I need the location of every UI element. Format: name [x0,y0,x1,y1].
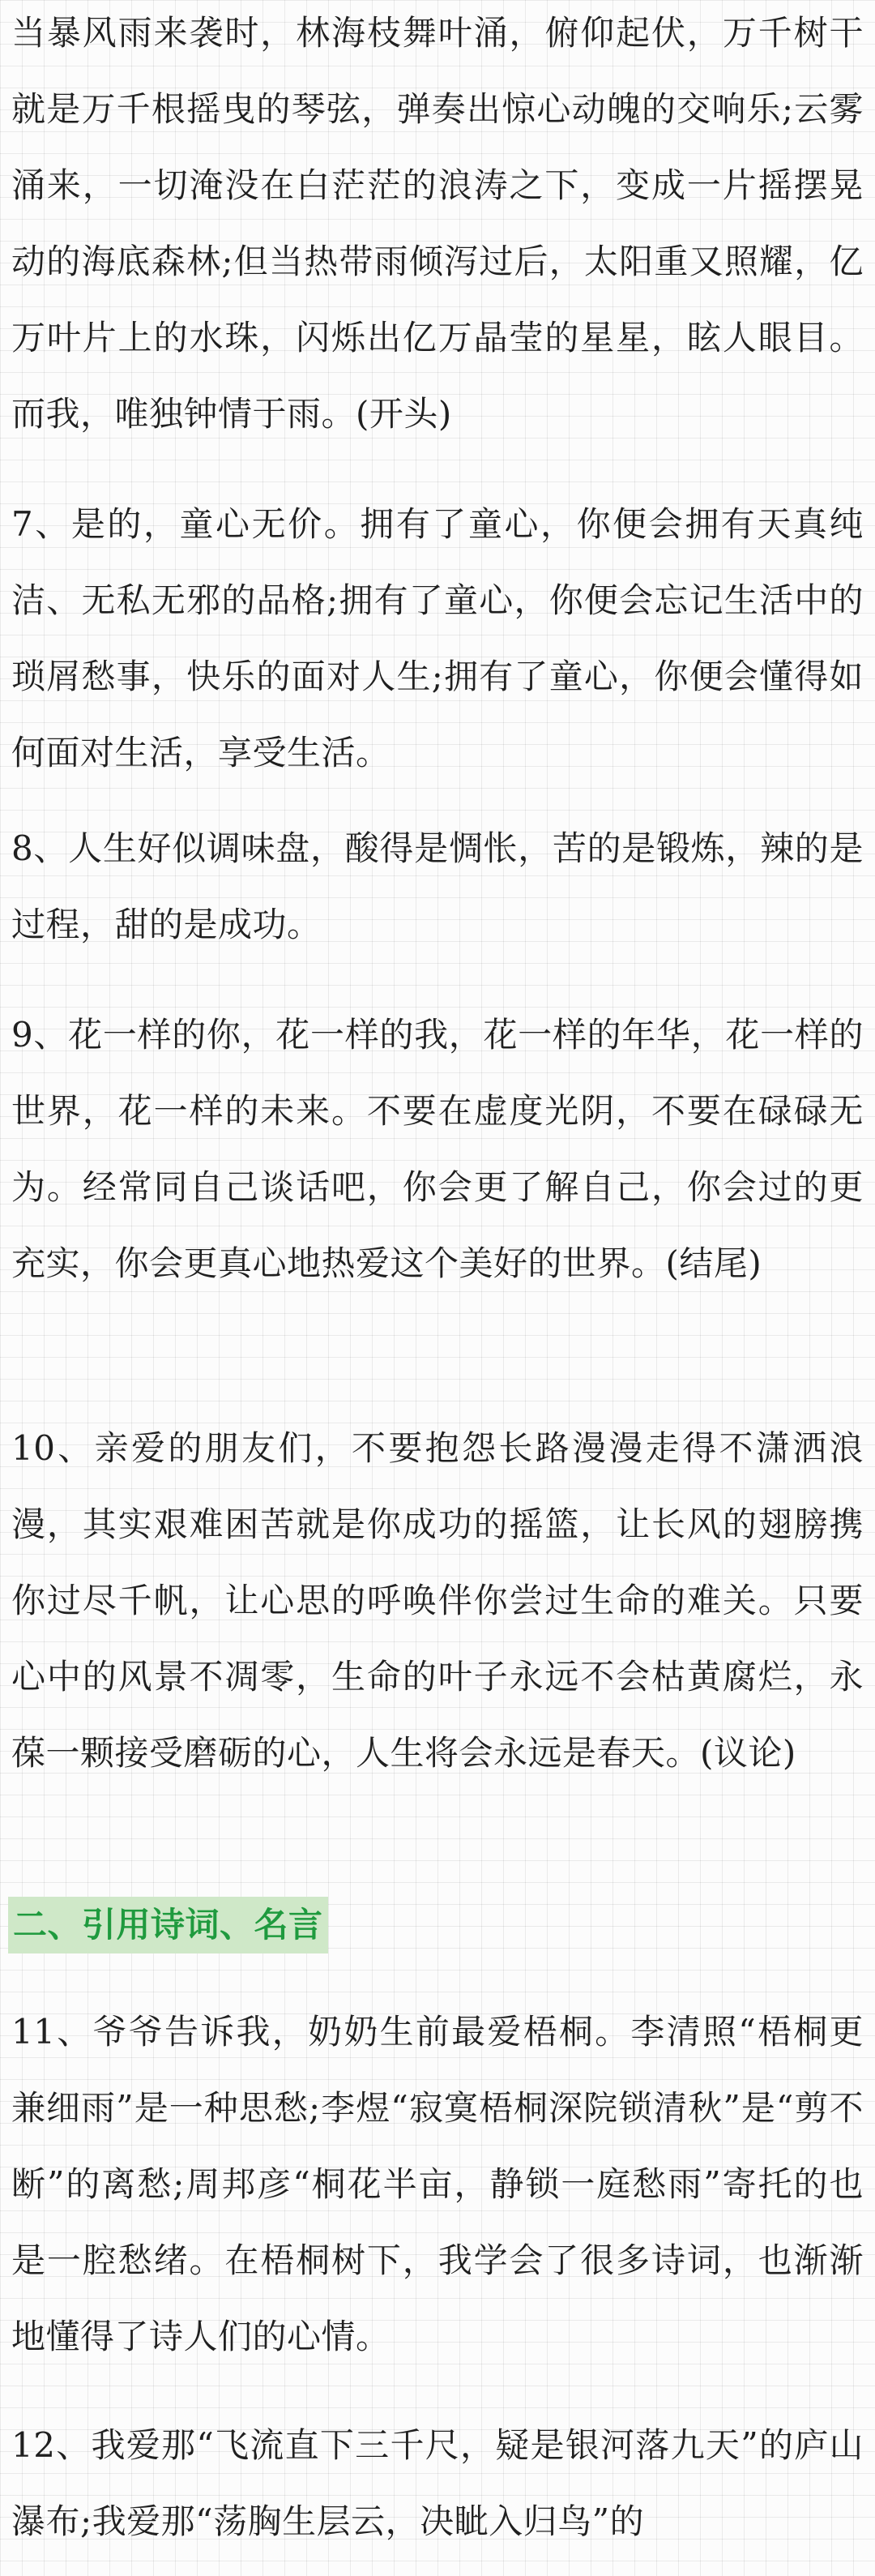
paragraph-opening: 当暴风雨来袭时，林海枝舞叶涌，俯仰起伏，万千树干就是万千根摇曳的琴弦，弹奏出惊心动魄的交响乐;云雾涌来，一切淹没在白茫茫的浪涛之下，变成一片摇摆晃动的海底森林;但当热带雨倾泻过后，太阳重又照耀，亿万叶片上的水珠，闪烁出亿万晶莹的星星，眩人眼目。而我，唯独钟情于雨。(开头) [11,13,864,434]
paragraph-12: 12、我爱那“飞流直下三千尺，疑是银河落九天”的庐山瀑布;我爱那“荡胸生层云，决眦入归鸟”的 [11,2425,864,2541]
section-heading: 二、引用诗词、名言 [8,1897,328,1953]
paragraph-10: 10、亲爱的朋友们，不要抱怨长路漫漫走得不潇洒浪漫，其实艰难困苦就是你成功的摇篮，让长风的翅膀携你过尽千帆，让心思的呼唤伴你尝过生命的难关。只要心中的风景不凋零，生命的叶子永远不会枯黄腐烂，永葆一颗接受磨砺的心，人生将会永远是春天。(议论) [11,1428,864,1773]
paragraph-11: 11、爷爷告诉我，奶奶生前最爱梧桐。李清照“梧桐更兼细雨”是一种思愁;李煜“寂寞梧桐深院锁清秋”是“剪不断”的离愁;周邦彦“桐花半亩，静锁一庭愁雨”寄托的也是一腔愁绪。在梧桐树下，我学会了很多诗词，也渐渐地懂得了诗人们的心情。 [11,2012,864,2356]
paragraph-7: 7、是的，童心无价。拥有了童心，你便会拥有天真纯洁、无私无邪的品格;拥有了童心，你便会忘记生活中的琐屑愁事，快乐的面对人生;拥有了童心，你便会懂得如何面对生活，享受生活。 [11,504,864,772]
paragraph-9: 9、花一样的你，花一样的我，花一样的年华，花一样的世界，花一样的未来。不要在虚度光阴，不要在碌碌无为。经常同自己谈话吧，你会更了解自己，你会过的更充实，你会更真心地热爱这个美好的世界。(结尾) [11,1015,864,1283]
paragraph-8: 8、人生好似调味盘，酸得是惆怅，苦的是锻炼，辣的是过程，甜的是成功。 [11,828,864,944]
